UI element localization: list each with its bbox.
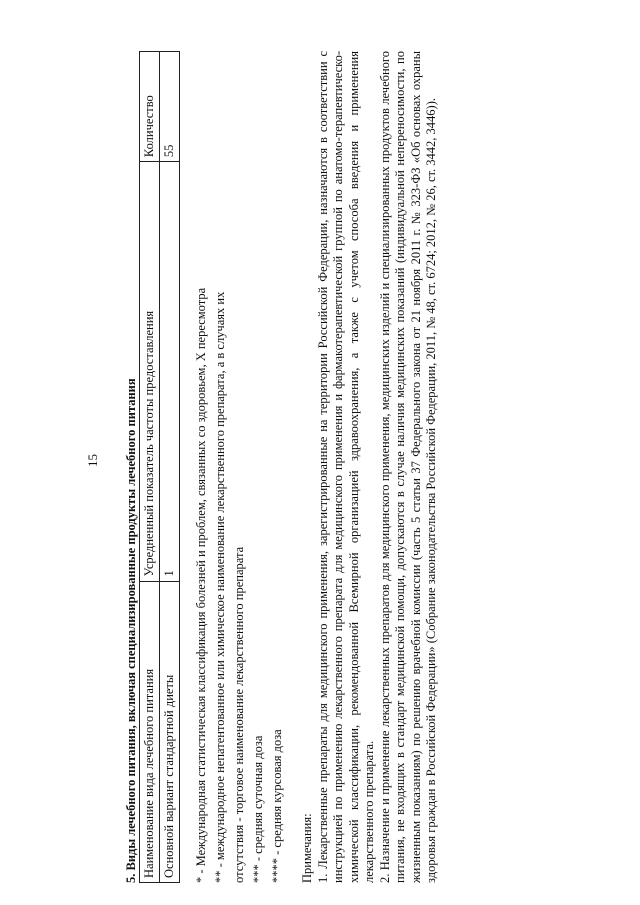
- diet-table: [139, 51, 180, 883]
- note-paragraph-1: 1. Лекарственные препараты для медицинского применения, зарегистрированные на территории Российской Федерации, назначаются в соответствии с инструкцией по применению лекарственного препарата для медицинского применения и фармакотерапевтической группой по анатомо-терапевтическо-химической классификации, рекомендованной Всемирной организацией здравоохранения, а также с учетом способа введения и применения лекарственного препарата.: [315, 51, 376, 883]
- table-row: [160, 52, 180, 883]
- cell-quantity: 55: [160, 52, 180, 162]
- column-header-frequency: Усредненный показатель частоты предоставления: [140, 162, 160, 581]
- notes-title: Примечания:: [300, 813, 314, 883]
- cell-name: Основной вариант стандартной диеты: [160, 581, 180, 882]
- page-number: 15: [85, 454, 100, 467]
- footnote-daily-dose: *** - средняя суточная доза: [251, 735, 265, 883]
- cell-frequency: 1: [160, 162, 180, 581]
- table-header-row: [140, 52, 160, 883]
- footnote-inn-continued: отсутствия - торговое наименование лекарственного препарата: [232, 546, 246, 883]
- rotated-content: [48, 38, 608, 883]
- footnote-course-dose: **** - средняя курсовая доза: [270, 729, 284, 883]
- footnote-icd: * - Международная статистическая классификация болезней и проблем, связанных со здоровьем, X пересмотра: [194, 287, 208, 883]
- footnotes: [192, 51, 287, 883]
- column-header-quantity: Количество: [140, 52, 160, 162]
- footnote-inn: ** - международное непатентованное или химическое наименование лекарственного препарата, а в случаях их: [213, 291, 227, 883]
- notes-section: [300, 51, 440, 883]
- column-header-name: Наименование вида лечебного питания: [140, 581, 160, 882]
- section-heading: 5. Виды лечебного питания, включая специализированные продукты лечебного питания: [124, 378, 138, 883]
- note-paragraph-2: 2. Назначение и применение лекарственных препаратов для медицинского применения, медицинских изделий и специализированных продуктов лечебного питания, не входящих в стандарт медицинской помощи, допускаются в случае наличия медицинских показаний (индивидуальной непереносимости, по жизненным показаниям) по решению врачебной комиссии (часть 5 статьи 37 Федерального закона от 21 ноября 2011 г. № 323-ФЗ «Об основах охраны здоровья граждан в Российской Федерации» (Собрание законодательства Российской Федерации, 2011, № 48, ст. 6724; 2012, № 26, ст. 3442, 3446)).: [377, 51, 438, 883]
